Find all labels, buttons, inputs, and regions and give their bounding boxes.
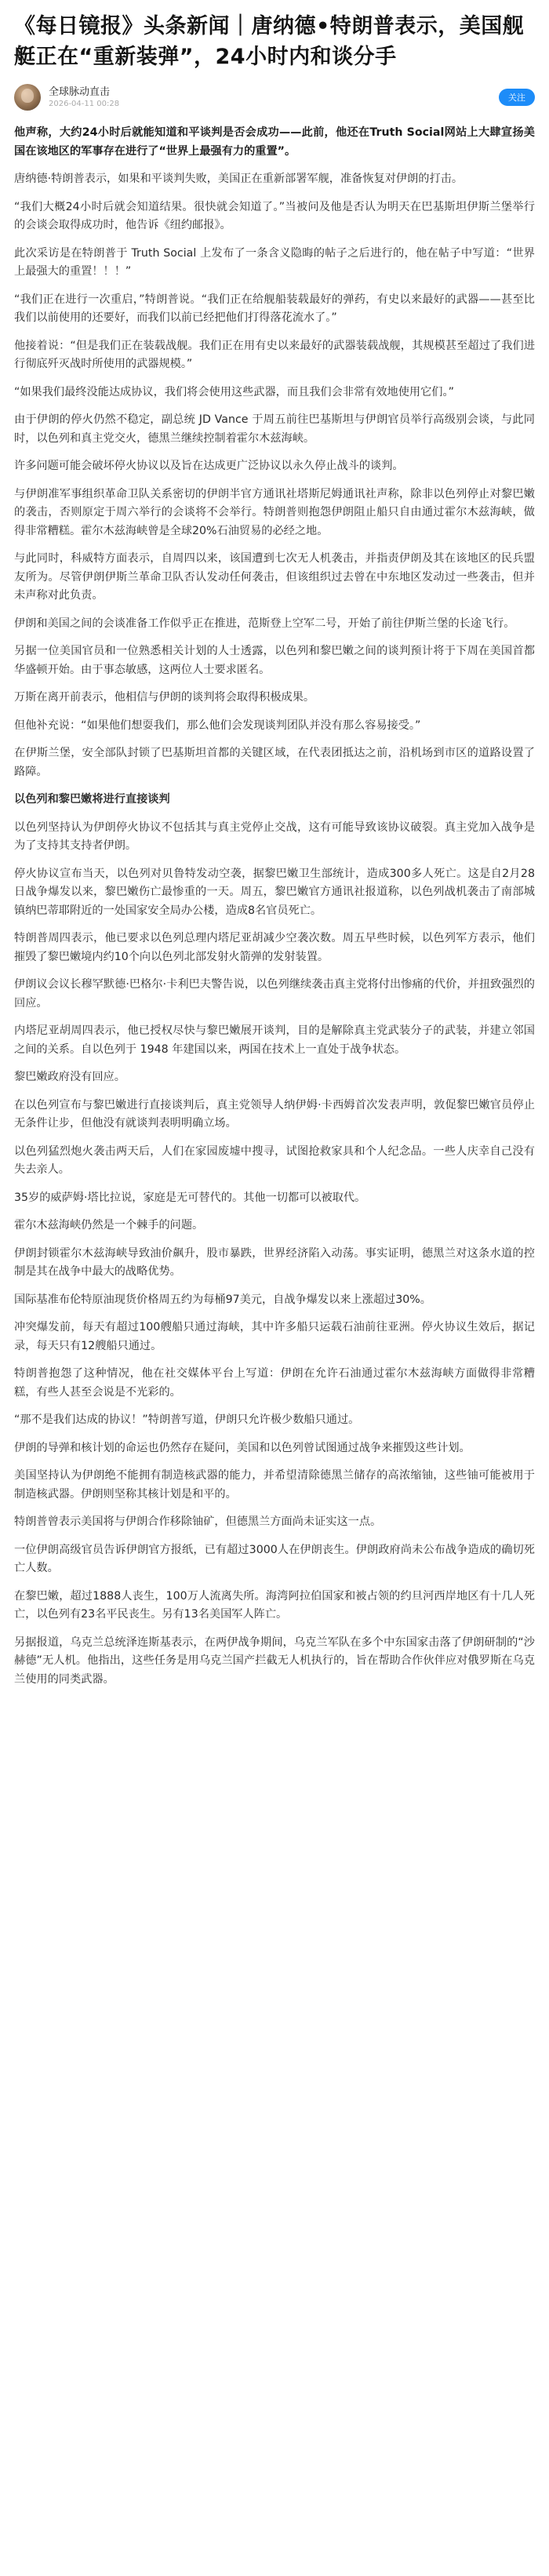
author-meta (49, 86, 499, 110)
paragraph: 特朗普抱怨了这种情况，他在社交媒体平台上写道：伊朗在允许石油通过霍尔木兹海峡方面做得非常糟糕，有些人甚至会说是不光彩的。 (14, 1367, 535, 1399)
paragraph: 国际基准布伦特原油现货价格周五约为每桶97美元，自战争爆发以来上涨超过30%。 (14, 1293, 431, 1306)
article-body (14, 124, 535, 1689)
paragraph: 与此同时，科威特方面表示，自周四以来，该国遭到七次无人机袭击，并指责伊朗及其在该地区的民兵盟友所为。尽管伊朗伊斯兰革命卫队否认发动任何袭击，但该组织过去曾在中东地区发动过一些袭击，但并未声称对此负责。 (14, 552, 535, 602)
paragraph: 停火协议宣布当天，以色列对贝鲁特发动空袭，据黎巴嫩卫生部统计，造成300多人死亡。这是自2月28日战争爆发以来，黎巴嫩伤亡最惨重的一天。周五，黎巴嫩官方通讯社报道称，以色列战机袭击了南部城镇纳巴蒂耶附近的一处国家安全局办公楼，造成8名官员死亡。 (14, 867, 535, 917)
paragraph: 特朗普周四表示，他已要求以色列总理内塔尼亚胡减少空袭次数。周五早些时候，以色列军方表示，他们摧毁了黎巴嫩境内约10个向以色列北部发射火箭弹的发射装置。 (14, 932, 535, 963)
paragraph: 伊朗的导弹和核计划的命运也仍然存在疑问，美国和以色列曾试图通过战争来摧毁这些计划。 (14, 1441, 471, 1454)
paragraph: 在伊斯兰堡，安全部队封锁了巴基斯坦首都的关键区域，在代表团抵达之前，沿机场到市区的道路设置了路障。 (14, 747, 535, 778)
paragraph: 内塔尼亚胡周四表示，他已授权尽快与黎巴嫩展开谈判，目的是解除真主党武装分子的武装，并建立邻国之间的关系。自以色列于 1948 年建国以来，两国在技术上一直处于战争状态。 (14, 1024, 535, 1056)
paragraph: “如果我们最终没能达成协议，我们将会使用这些武器，而且我们会非常有效地使用它们。” (14, 385, 454, 398)
paragraph: 另据报道，乌克兰总统泽连斯基表示，在两伊战争期间，乌克兰军队在多个中东国家击落了伊朗研制的“沙赫德”无人机。他指出，这些任务是用乌克兰国产拦截无人机执行的，旨在帮助合作伙伴应对俄罗斯在乌克兰使用的同类武器。 (14, 1635, 535, 1686)
paragraph: 35岁的威萨姆·塔比拉说，家庭是无可替代的。其他一切都可以被取代。 (14, 1191, 366, 1204)
paragraph: 伊朗议会议长穆罕默德·巴格尔·卡利巴夫警告说，以色列继续袭击真主党将付出惨痛的代价，并扭致强烈的回应。 (14, 978, 535, 1010)
paragraph: “我们正在进行一次重启，”特朗普说。“我们正在给舰船装载最好的弹药，有史以来最好的武器——甚至比我们以前使用的还要好，而我们以前已经把他们打得落花流水了。” (14, 293, 535, 324)
publish-time: 2026-04-11 00:28 (49, 99, 120, 108)
paragraph: 一位伊朗高级官员告诉伊朗官方报纸，已有超过3000人在伊朗丧生。伊朗政府尚未公布战争造成的确切死亡人数。 (14, 1543, 535, 1574)
paragraph: 特朗普曾表示美国将与伊朗合作移除铀矿，但德黑兰方面尚未证实这一点。 (14, 1515, 382, 1528)
paragraph: 在以色列宣布与黎巴嫩进行直接谈判后，真主党领导人纳伊姆·卡西姆首次发表声明，敦促黎巴嫩官员停止无条件让步，但他没有就谈判表明明确立场。 (14, 1098, 535, 1130)
paragraph: 伊朗和美国之间的会谈准备工作似乎正在推进，范斯登上空军二号，开始了前往伊斯兰堡的长途飞行。 (14, 617, 515, 630)
paragraph: 与伊朗准军事组织革命卫队关系密切的伊朗半官方通讯社塔斯尼姆通讯社声称，除非以色列停止对黎巴嫩的袭击，否则原定于周六举行的会谈将不会举行。特朗普则抱怨伊朗阻止船只自由通过霍尔木兹海峡，做得非常糟糕。霍尔木兹海峡曾是全球20%石油贸易的必经之地。 (14, 487, 535, 537)
author-bar (14, 80, 535, 115)
paragraph: 美国坚持认为伊朗绝不能拥有制造核武器的能力，并希望清除德黑兰储存的高浓缩铀，这些铀可能被用于制造核武器。伊朗则坚称其核计划是和平的。 (14, 1469, 535, 1501)
paragraph: 另据一位美国官员和一位熟悉相关计划的人士透露，以色列和黎巴嫩之间的谈判预计将于下周在美国首都华盛顿开始。由于事态敏感，这两位人士要求匿名。 (14, 645, 535, 676)
paragraph: 许多问题可能会破坏停火协议以及旨在达成更广泛协议以永久停止战斗的谈判。 (14, 460, 404, 472)
author-name[interactable]: 全球脉动直击 (49, 86, 111, 98)
paragraph: 他接着说：“但是我们正在装载战舰。我们正在用有史以来最好的武器装载战舰，其规模甚至超过了我们进行彻底歼灭战时所使用的武器规模。” (14, 339, 535, 370)
paragraph: 霍尔木兹海峡仍然是一个棘手的问题。 (14, 1219, 204, 1232)
paragraph: 此次采访是在特朗普于 Truth Social 上发布了一条含义隐晦的帖子之后进行的，他在帖子中写道：“世界上最强大的重置！！！” (14, 246, 535, 278)
paragraph: 黎巴嫩政府没有回应。 (14, 1071, 125, 1083)
paragraph: 唐纳德·特朗普表示，如果和平谈判失败，美国正在重新部署军舰，准备恢复对伊朗的打击。 (14, 173, 464, 185)
paragraph: 由于伊朗的停火仍然不稳定，副总统 JD Vance 于周五前往巴基斯坦与伊朗官员举行高级别会谈，与此同时，以色列和真主党交火，德黑兰继续控制着霍尔木兹海峡。 (14, 413, 535, 445)
paragraph: “那不是我们达成的协议！”特朗普写道，伊朗只允许极少数船只通过。 (14, 1414, 360, 1426)
paragraph: “我们大概24小时后就会知道结果。很快就会知道了。”当被问及他是否认为明天在巴基斯坦伊斯兰堡举行的会谈会取得成功时，他告诉《纽约邮报》。 (14, 200, 535, 231)
paragraph: 在黎巴嫩，超过1888人丧生，100万人流离失所。海湾阿拉伯国家和被占领的约旦河西岸地区有十几人死亡，以色列有23名平民丧生。另有13名美国军人阵亡。 (14, 1589, 535, 1621)
author-avatar[interactable] (14, 84, 41, 111)
article-title: 《每日镜报》头条新闻｜唐纳德•特朗普表示，美国舰艇正在“重新装弹”，24小时内和谈分手 (14, 14, 525, 69)
paragraph: 万斯在离开前表示，他相信与伊朗的谈判将会取得积极成果。 (14, 691, 315, 704)
section-heading: 以色列和黎巴嫩将进行直接谈判 (14, 793, 170, 806)
follow-button[interactable]: 关注 (499, 89, 535, 106)
lead-paragraph: 他声称，大约24小时后就能知道和平谈判是否会成功——此前，他还在Truth Social网站上大肆宣扬美国在该地区的军事存在进行了“世界上最强有力的重置”。 (14, 126, 535, 158)
paragraph: 但他补充说：“如果他们想耍我们，那么他们会发现谈判团队并没有那么容易接受。” (14, 719, 421, 732)
paragraph: 以色列坚持认为伊朗停火协议不包括其与真主党停止交战，这有可能导致该协议破裂。真主党加入战争是为了支持其支持者伊朗。 (14, 820, 535, 852)
paragraph: 以色列猛烈炮火袭击两天后，人们在家园废墟中搜寻，试图抢救家具和个人纪念品。一些人庆幸自己没有失去亲人。 (14, 1144, 535, 1176)
paragraph: 伊朗封锁霍尔木兹海峡导致油价飙升，股市暴跌，世界经济陷入动荡。事实证明，德黑兰对这条水道的控制是其在战争中最大的战略优势。 (14, 1246, 535, 1278)
paragraph: 冲突爆发前，每天有超过100艘船只通过海峡，其中许多船只运载石油前往亚洲。停火协议生效后，据记录，每天只有12艘船只通过。 (14, 1321, 535, 1352)
